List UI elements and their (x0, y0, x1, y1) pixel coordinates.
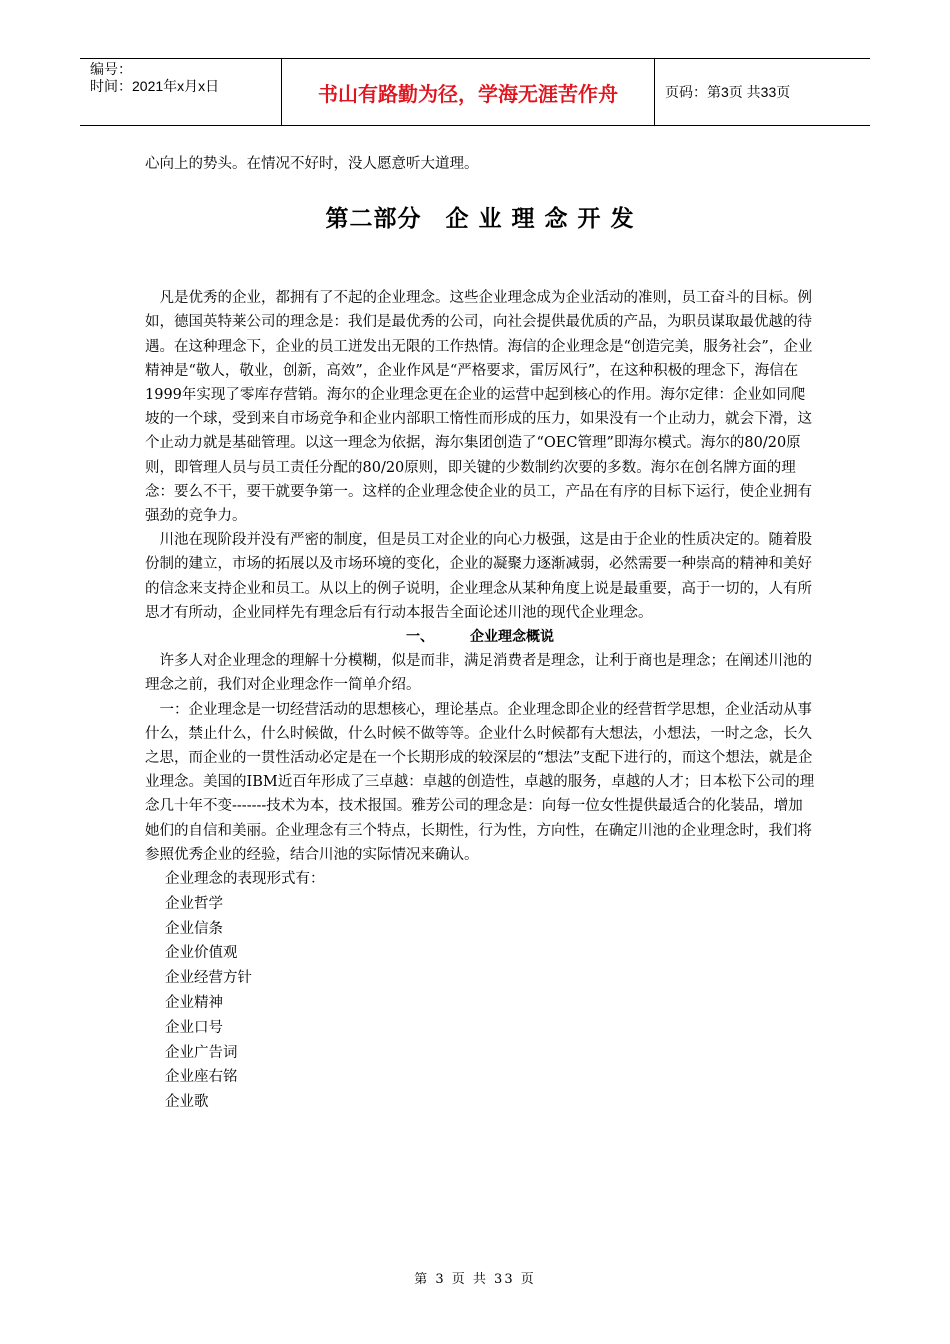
list-item: 企业哲学 (165, 895, 223, 912)
list-item: 企业精神 (165, 995, 223, 1012)
page-header (80, 58, 870, 126)
list-item: 企业价值观 (165, 945, 238, 962)
list-item: 企业信条 (165, 920, 223, 937)
header-meta (80, 59, 282, 125)
page-footer: 第 3 页 共 33 页 (414, 1272, 536, 1287)
paragraph-2: 川池在现阶段并没有严密的制度，但是员工对企业的向心力极强，这是由于企业的性质决定的。随着股份制的建立，市场的拓展以及市场环境的变化，企业的凝聚力逐渐减弱，必然需要一种崇高的精神和美好的信念来支持企业和员工。从以上的例子说明，企业理念从某种角度上说是最重要，高于一切的，人有所思才有所动，企业同样先有理念后有行动本报告全面论述川池的现代企业理念。 (145, 532, 812, 621)
list-item: 企业广告词 (165, 1044, 238, 1061)
section-title: 企业理念概说 (470, 629, 554, 646)
paragraph-3: 许多人对企业理念的理解十分模糊，似是而非，满足消费者是理念，让利于商也是理念；在阐述川池的理念之前，我们对企业理念作一简单介绍。 (145, 653, 812, 694)
list-item: 企业口号 (165, 1019, 223, 1036)
list-item: 企业歌 (165, 1094, 209, 1111)
forms-intro: 企业理念的表现形式有： (165, 871, 325, 888)
time-label: 时间：2021年x月x日 (90, 78, 220, 94)
header-page-info: 页码：第3页 共33页 (665, 84, 791, 100)
section-heading (145, 625, 815, 649)
carryover-text: 心向上的势头。在情况不好时，没人愿意听大道理。 (145, 156, 479, 172)
header-motto: 书山有路勤为径，学海无涯苦作舟 (282, 59, 655, 125)
paragraph-4: 一：企业理念是一切经营活动的思想核心，理论基点。企业理念即企业的经营哲学思想，企业活动从事什么，禁止什么，什么时候做，什么时候不做等等。企业什么时候都有大想法，小想法，一时之念，长久之思，而企业的一贯性活动必定是在一个长期形成的较深层的“想法”支配下进行的，而这个想法，就是企业理念。美国的IBM近百年形成了三卓越：卓越的创造性，卓越的服务，卓越的人才；日本松下公司的理念几十年不变-------技术为本，技术报国。雅芳公司的理念是：向每一位女性提供最适合的化装品，增加她们的自信和美丽。企业理念有三个特点，长期性，行为性，方向性，在确定川池的企业理念时，我们将参照优秀企业的经验，结合川池的实际情况来确认。 (145, 701, 815, 863)
section-number: 一、 (406, 629, 434, 646)
list-item: 企业座右铭 (165, 1069, 238, 1086)
paragraph-1: 凡是优秀的企业，都拥有了不起的企业理念。这些企业理念成为企业活动的准则，员工奋斗的目标。例如，德国英特莱公司的理念是：我们是最优秀的公司，向社会提供最优质的产品，为职员谋取最优越的待遇。在这种理念下，企业的员工迸发出无限的工作热情。海信的企业理念是“创造完美，服务社会”，企业精神是“敬人，敬业，创新，高效”，企业作风是“严格要求，雷厉风行”，在这种积极的理念下，海信在1999年实现了零库存营销。海尔的企业理念更在企业的运营中起到核心的作用。海尔定律：企业如同爬坡的一个球，受到来自市场竞争和企业内部职工惰性而形成的压力，如果没有一个止动力，就会下滑，这个止动力就是基础管理。以这一理念为依据，海尔集团创造了“OEC管理”即海尔模式。海尔的80/20原则，即管理人员与员工责任分配的80/20原则，即关键的少数制约次要的多数。海尔在创名牌方面的理念：要么不干，要干就要争第一。这样的企业理念使企业的员工，产品在有序的目标下运行，使企业拥有强劲的竞争力。 (145, 290, 813, 525)
part-title: 第二部分 企 业 理 念 开 发 (325, 206, 635, 233)
document-body (145, 152, 815, 1115)
list-item: 企业经营方针 (165, 970, 252, 987)
number-label: 编号： (90, 61, 132, 77)
